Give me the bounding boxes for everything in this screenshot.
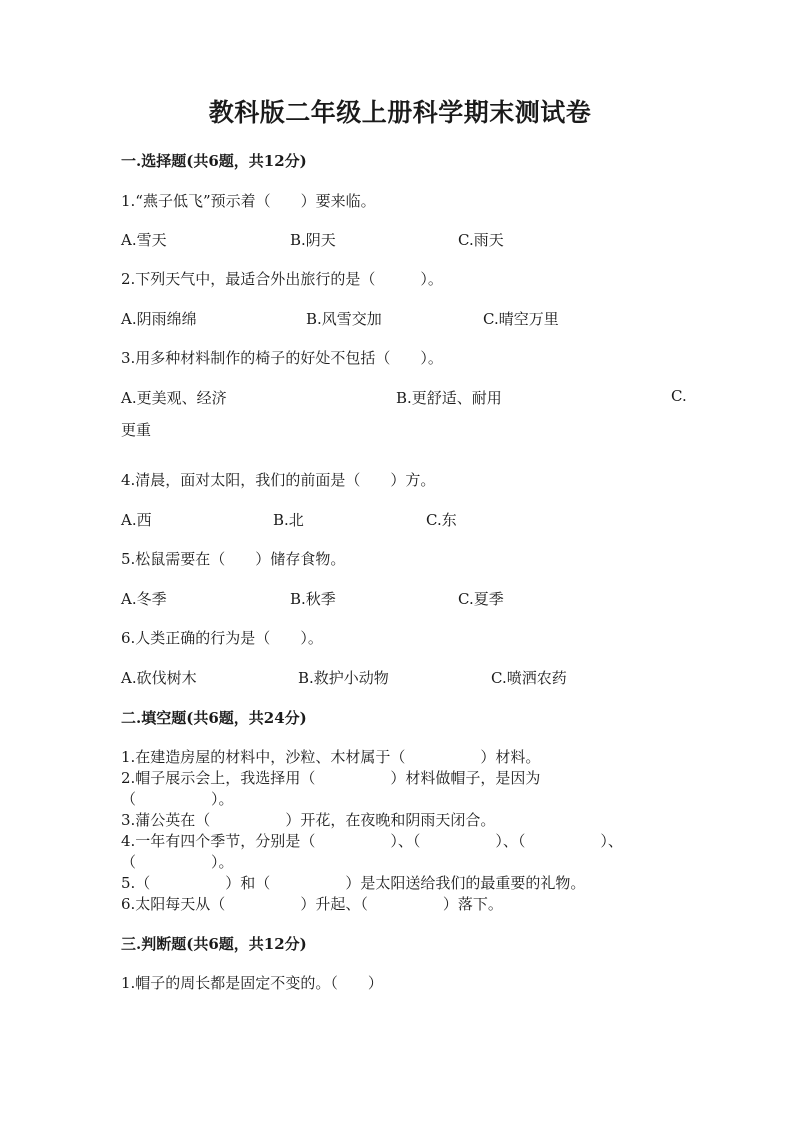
question-stem: 1.“燕子低飞”预示着（ ）要来临。 xyxy=(121,192,376,210)
question-stem: 3.用多种材料制作的椅子的好处不包括（ ）。 xyxy=(121,349,443,367)
fill-line: 2.帽子展示会上，我选择用（ ）材料做帽子，是因为 xyxy=(121,769,541,787)
fill-line: 4.一年有四个季节，分别是（ ）、（ ）、（ ）、 xyxy=(121,832,623,850)
option-c: C.晴空万里 xyxy=(483,310,559,328)
question-stem: 6.人类正确的行为是（ ）。 xyxy=(121,629,323,647)
option-a: A.更美观、经济 xyxy=(121,389,227,407)
option-a: A.冬季 xyxy=(121,590,167,608)
fill-line: 1.在建造房屋的材料中，沙粒、木材属于（ ）材料。 xyxy=(121,748,541,766)
option-a: A.雪天 xyxy=(121,231,167,249)
option-a: A.砍伐树木 xyxy=(121,669,197,687)
option-c: C. xyxy=(671,387,687,405)
page-title: 教科版二年级上册科学期末测试卷 xyxy=(208,98,592,127)
fill-line: 6.太阳每天从（ ）升起、（ ）落下。 xyxy=(121,895,503,913)
question-stem: 1.帽子的周长都是固定不变的。（ ） xyxy=(121,974,383,992)
option-b: B.更舒适、耐用 xyxy=(396,389,502,407)
option-b: B.北 xyxy=(273,511,304,529)
fill-line: 5.（ ）和（ ）是太阳送给我们的最重要的礼物。 xyxy=(121,874,586,892)
question-stem: 5.松鼠需要在（ ）储存食物。 xyxy=(121,550,346,568)
section-header-judge: 三.判断题(共6题，共12分) xyxy=(121,935,307,953)
option-a: A.西 xyxy=(121,511,152,529)
option-b: B.阴天 xyxy=(290,231,336,249)
option-a: A.阴雨绵绵 xyxy=(121,310,197,328)
section-header-choice: 一.选择题(共6题，共12分) xyxy=(121,152,307,170)
option-c: C.夏季 xyxy=(458,590,504,608)
fill-line: （ ）。 xyxy=(121,790,234,808)
option-b: B.风雪交加 xyxy=(306,310,382,328)
question-stem: 2.下列天气中，最适合外出旅行的是（ ）。 xyxy=(121,270,443,288)
fill-line: （ ）。 xyxy=(121,853,234,871)
fill-line: 3.蒲公英在（ ）开花，在夜晚和阴雨天闭合。 xyxy=(121,811,496,829)
question-stem: 4.清晨，面对太阳，我们的前面是（ ）方。 xyxy=(121,471,436,489)
option-b: B.救护小动物 xyxy=(298,669,389,687)
option-c: C.东 xyxy=(426,511,457,529)
option-c: C.雨天 xyxy=(458,231,504,249)
section-header-fill: 二.填空题(共6题，共24分) xyxy=(121,709,307,727)
option-b: B.秋季 xyxy=(290,590,336,608)
option-c-continued: 更重 xyxy=(121,421,152,439)
option-c: C.喷洒农药 xyxy=(491,669,567,687)
